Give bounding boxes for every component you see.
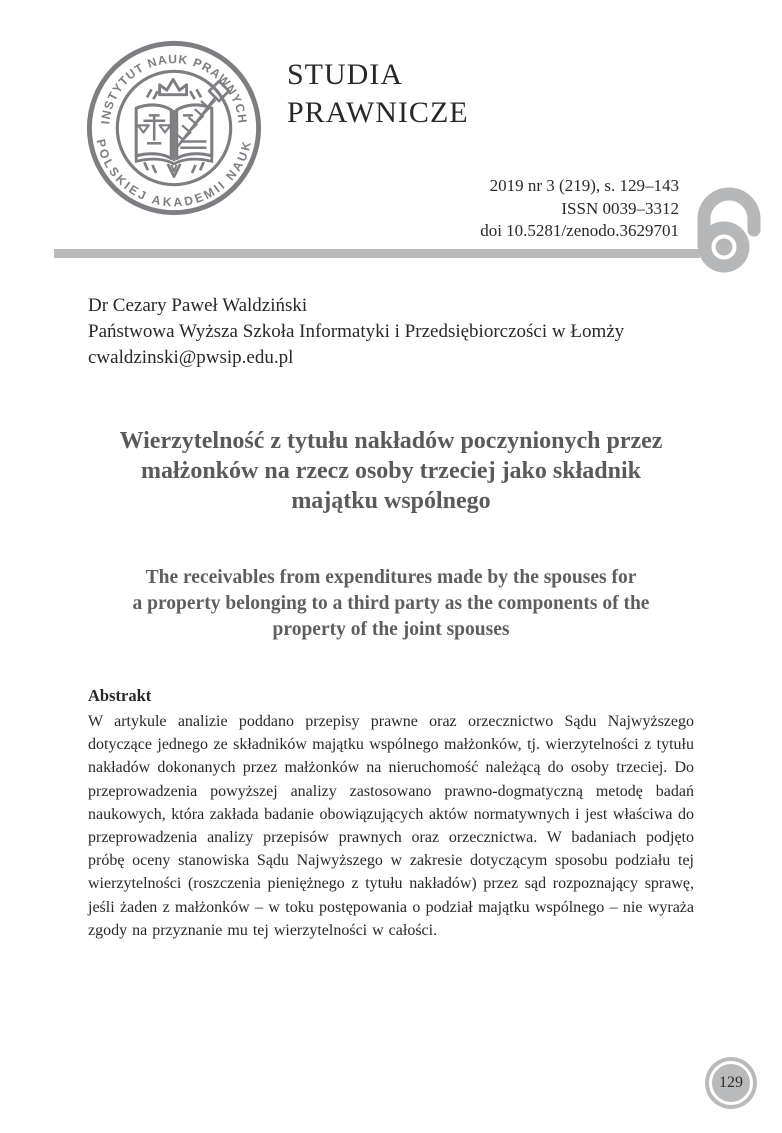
journal-title-line1: STUDIA [287, 58, 403, 91]
article-title-pl-line3: majątku wspólnego [291, 488, 491, 514]
article-title-pl-line1: Wierzytelność z tytułu nakładów poczynionych przez [119, 428, 663, 454]
issn-line: ISSN 0039–3312 [561, 198, 679, 218]
issue-line: 2019 nr 3 (219), s. 129–143 [489, 176, 679, 195]
abstract-text: W artykule analizie poddano przepisy prawne oraz orzecznictwo Sądu Najwyższego dotyczące jednego ze składników majątku wspólnego małżonków, tj. wierzytelności z tytułu nakładów dokonanych przez małżonków na nieruchomość należącą do osoby trzeciej. Do przeprowadzenia powyższej analizy zastosowano prawno-dogmatyczną metodę badań naukowych, która zakłada badanie obowiązujących aktów normatywnych i jest właściwa do przeprowadzenia analizy przepisów prawnych oraz orzecznictwa. W badaniach podjęto próbę oceny stanowiska Sądu Najwyższego w zakresie dotyczącym sposobu podziału tej wierzytelności (roszczenia pieniężnego z tytułu nakładów) przez sąd rozpoznający sprawę, jeśli żaden z małżonków – w toku postępowania o podział majątku wspólnego – nie wyraża zgody na przyznanie mu tej wierzytelności w całości. [88, 713, 694, 939]
seal-bottom-text: POLSKIEJ AKADEMII NAUK [93, 137, 255, 210]
page-number: 129 [719, 1074, 743, 1091]
doi-line: doi 10.5281/zenodo.3629701 [480, 221, 679, 240]
author-affiliation: Państwowa Wyższa Szkoła Informatyki i Przedsiębiorczości w Łomży [88, 321, 625, 342]
journal-title-line2: PRAWNICZE [287, 96, 469, 129]
article-title-en-line1: The receivables from expenditures made by the spouses for [145, 567, 637, 588]
author-email: cwaldzinski@pwsip.edu.pl [88, 347, 294, 368]
institute-seal-icon [84, 38, 264, 218]
article-title-pl-line2: małżonków na rzecz osoby trzeciej jako składnik [141, 458, 641, 484]
page-number-badge [705, 1057, 757, 1109]
open-access-icon [690, 186, 772, 274]
abstract-heading: Abstrakt [88, 686, 152, 705]
author-block [88, 293, 728, 371]
seal-top-text: INSTYTUT NAUK PRAWNYCH [98, 52, 250, 125]
journal-title [287, 56, 469, 132]
issue-info [480, 175, 679, 243]
abstract-section [88, 684, 694, 942]
author-name: Dr Cezary Paweł Waldziński [88, 295, 308, 316]
page-number-badge-inner [709, 1061, 753, 1105]
article-title-pl [60, 426, 722, 516]
article-title-en [60, 565, 722, 643]
header-rule [54, 249, 700, 258]
article-title-en-line2: a property belonging to a third party as the components of the [132, 593, 650, 614]
article-title-en-line3: property of the joint spouses [272, 619, 510, 640]
